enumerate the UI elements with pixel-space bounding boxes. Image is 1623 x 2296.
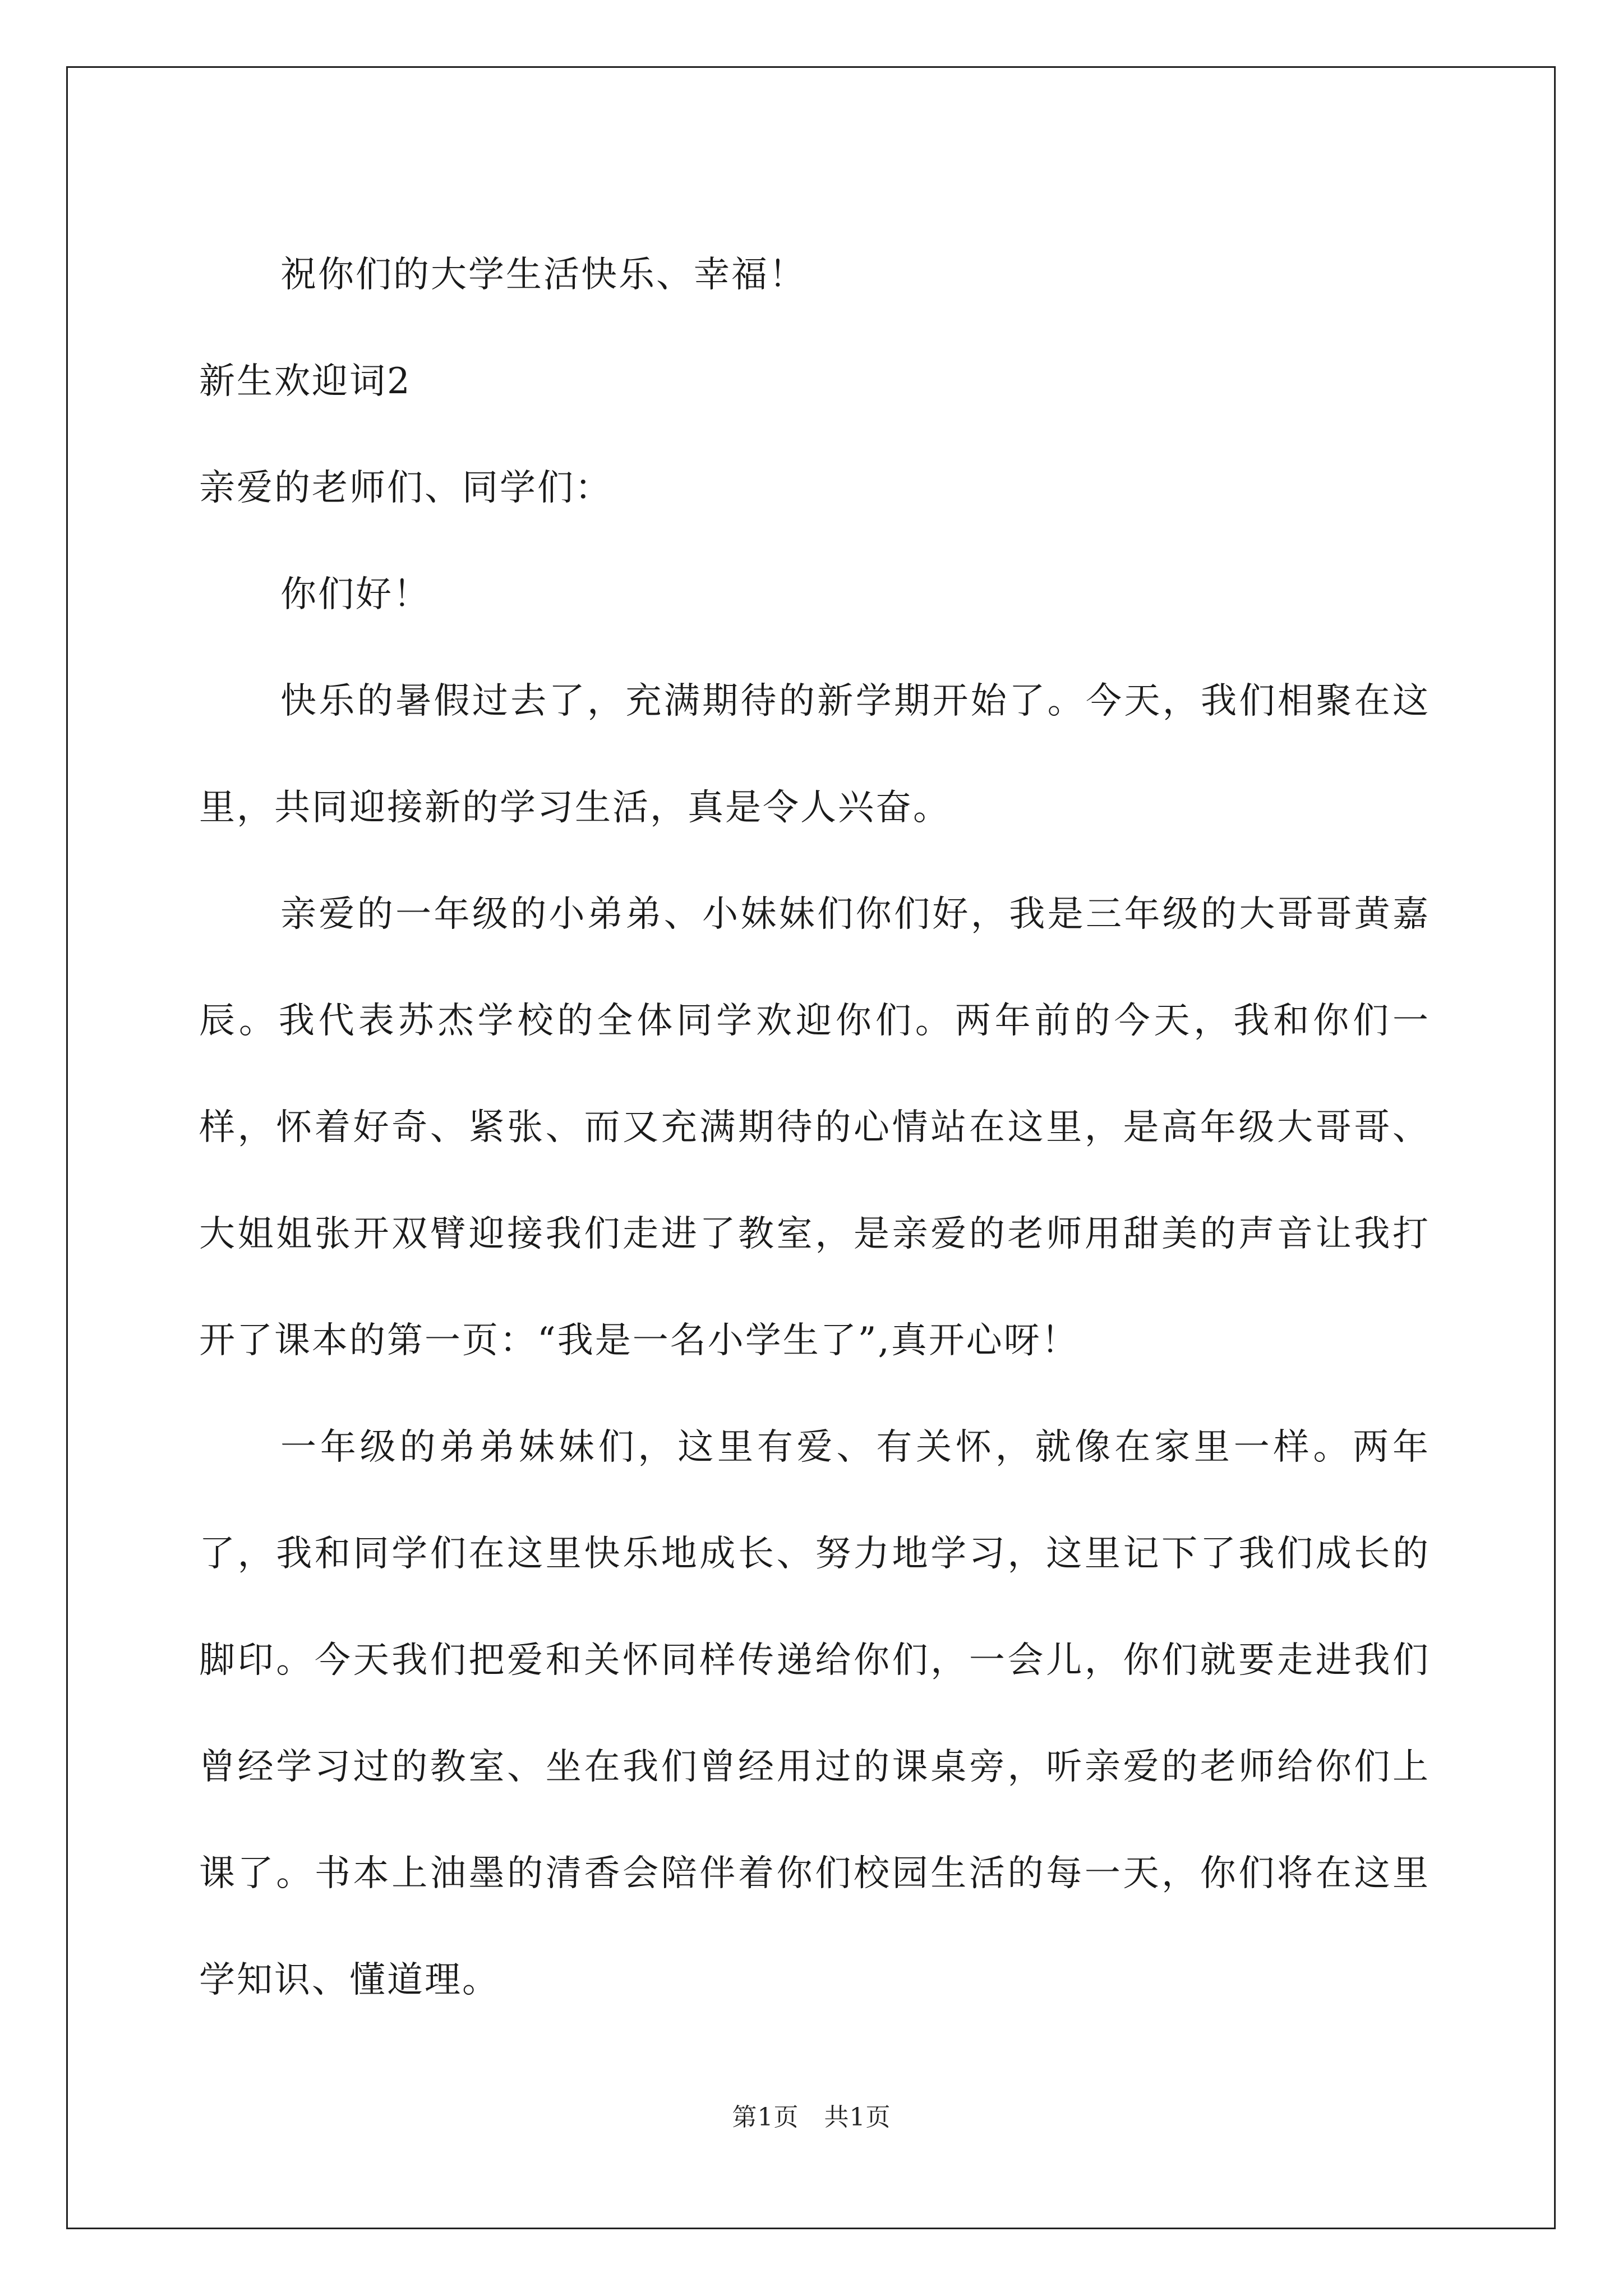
page-footer: 第1页 共1页: [732, 2103, 891, 2132]
greeting: 你们好！: [280, 574, 431, 615]
body-paragraph-3: 一年级的弟弟妹妹们，这里有爱、有关怀，就像在家里一样。两年了，我和同学们在这里快乐地成长、努力地学习，这里记下了我们成长的脚印。今天我们把爱和关怀同样传递给你们，一会儿，你们就要走进我们曾经学习过的教室、坐在我们曾经用过的课桌旁，听亲爱的老师给你们上课了。书本上油墨的清香会陪伴着你们校园生活的每一天，你们将在这里学知识、懂道理。: [199, 1427, 1430, 2001]
body-paragraph-1: 快乐的暑假过去了，充满期待的新学期开始了。今天，我们相聚在这里，共同迎接新的学习生活，真是令人兴奋。: [199, 680, 1430, 829]
section-heading: 新生欢迎词2: [199, 361, 412, 402]
body-paragraph-2: 亲爱的一年级的小弟弟、小妹妹们你们好，我是三年级的大哥哥黄嘉辰。我代表苏杰学校的全体同学欢迎你们。两年前的今天，我和你们一样，怀着好奇、紧张、而又充满期待的心情站在这里，是高年级大哥哥、大姐姐张开双臂迎接我们走进了教室，是亲爱的老师用甜美的声音让我打开了课本的第一页：“我是一名小学生了”,真开心呀！: [199, 894, 1430, 1361]
salutation: 亲爱的老师们、同学们：: [199, 467, 612, 509]
closing-wish: 祝你们的大学生活快乐、幸福！: [280, 254, 806, 296]
document-body: [199, 222, 1430, 2033]
